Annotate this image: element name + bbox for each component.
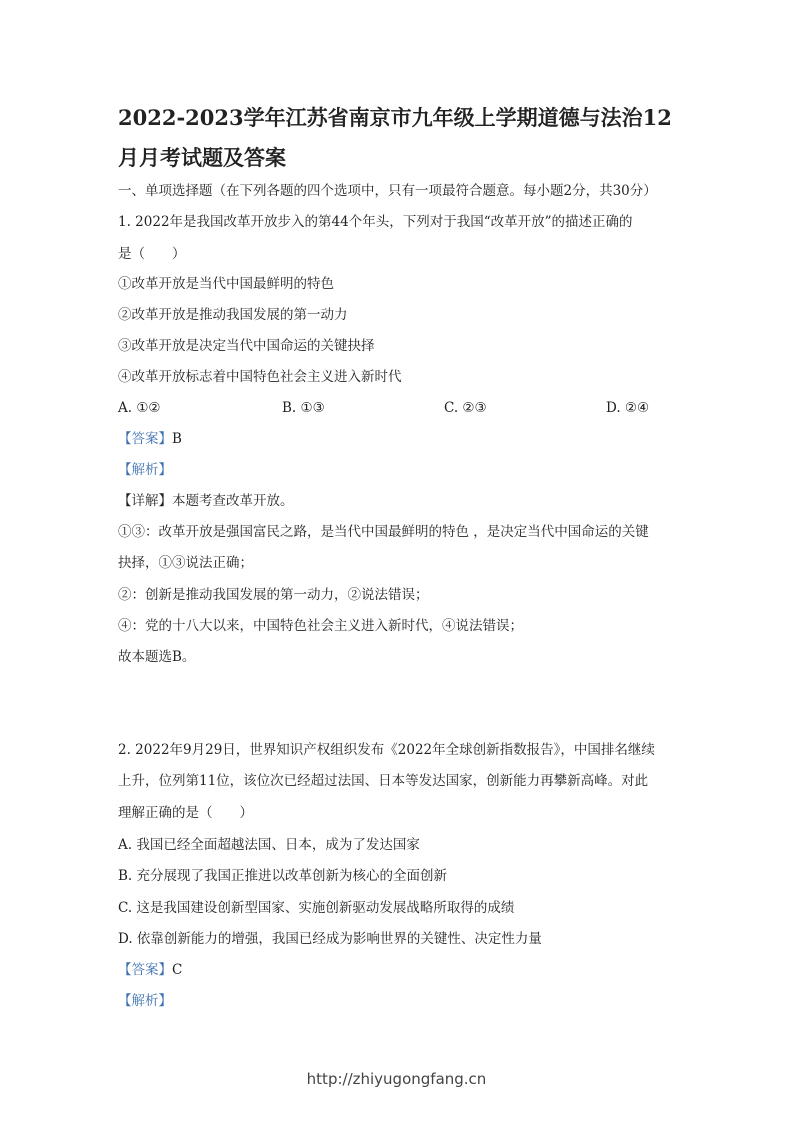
footer-url: http://zhiyugongfang.cn	[306, 1070, 487, 1088]
analysis-tag: 【解析】	[118, 462, 172, 478]
q1-item-4: ④改革开放标志着中国特色社会主义进入新时代	[118, 369, 402, 385]
document-title	[118, 98, 698, 178]
q2-stem-line-3: 理解正确的是（ ）	[118, 805, 253, 821]
q2-option-a: A. 我国已经全面超越法国、日本，成为了发达国家	[118, 837, 420, 853]
q2-option-c: C. 这是我国建设创新型国家、实施创新驱动发展战略所取得的成绩	[118, 900, 515, 916]
q1-analysis	[118, 460, 172, 480]
q1-answer	[118, 429, 182, 449]
q2-stem-line-2: 上升，位列第11位，该位次已经超过法国、日本等发达国家，创新能力再攀新高峰。对此	[118, 773, 649, 789]
detail-text: 本题考查改革开放。	[172, 493, 294, 509]
q2-stem-line-1: 2. 2022年9月29日，世界知识产权组织发布《2022年全球创新指数报告》，中国排名继续	[118, 742, 655, 758]
title-line-2: 月月考试题及答案	[118, 145, 286, 170]
q1-detail	[118, 491, 294, 511]
section-header: 一、单项选择题（在下列各题的四个选项中，只有一项最符合题意。每小题2分，共30分）	[118, 183, 657, 199]
q1-option-a: A. ①②	[118, 400, 161, 416]
q1-item-1: ①改革开放是当代中国最鲜明的特色	[118, 276, 334, 292]
q1-option-c: C. ②③	[444, 400, 487, 416]
q1-stem-line-1: 1. 2022年是我国改革开放步入的第44个年头，下列对于我国“改革开放”的描述正确的	[118, 214, 633, 230]
q2-option-d: D. 依靠创新能力的增强，我国已经成为影响世界的关键性、决定性力量	[118, 931, 542, 947]
detail-tag: 【详解】	[118, 493, 172, 509]
q1-explain-line-2: 抉择，①③说法正确；	[118, 555, 253, 571]
analysis-tag: 【解析】	[118, 993, 172, 1009]
answer-value: C	[172, 962, 183, 978]
q1-item-2: ②改革开放是推动我国发展的第一动力	[118, 307, 348, 323]
q1-stem-line-2: 是（ ）	[118, 246, 186, 262]
q1-item-3: ③改革开放是决定当代中国命运的关键抉择	[118, 338, 375, 354]
answer-value: B	[172, 431, 182, 447]
q1-conclusion: 故本题选B。	[118, 649, 196, 665]
q1-explain-line-1: ①③：改革开放是强国富民之路，是当代中国最鲜明的特色 ，是决定当代中国命运的关键	[118, 524, 649, 540]
q1-option-b: B. ①③	[282, 400, 325, 416]
q2-option-b: B. 充分展现了我国正推进以改革创新为核心的全面创新	[118, 868, 448, 884]
q2-answer	[118, 960, 182, 980]
title-line-1: 2022-2023学年江苏省南京市九年级上学期道德与法治12	[118, 105, 672, 130]
q1-explain-line-4: ④：党的十八大以来，中国特色社会主义进入新时代，④说法错误；	[118, 618, 523, 634]
answer-tag: 【答案】	[118, 431, 172, 447]
answer-tag: 【答案】	[118, 962, 172, 978]
q1-option-d: D. ②④	[606, 400, 650, 416]
q2-analysis	[118, 991, 172, 1011]
q1-explain-line-3: ②：创新是推动我国发展的第一动力，②说法错误；	[118, 587, 429, 603]
